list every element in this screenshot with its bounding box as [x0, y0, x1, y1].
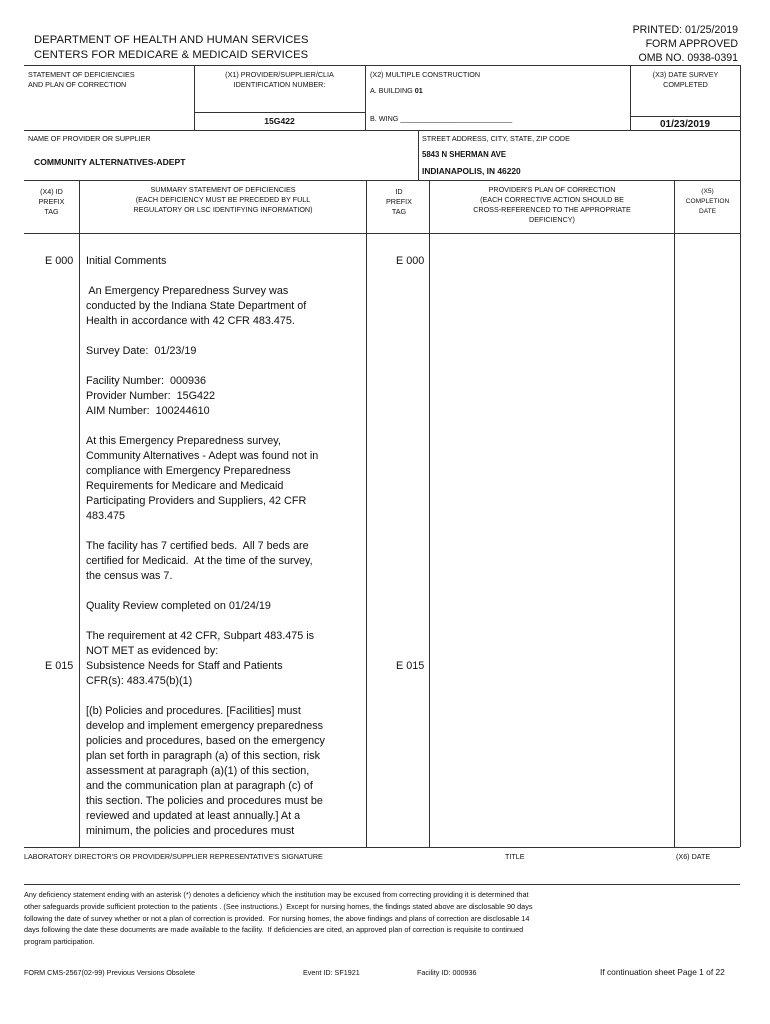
summary-line: policies and procedures, based on the emergency	[86, 735, 325, 747]
vline-col-4	[674, 180, 675, 847]
summary-line: the census was 7.	[86, 570, 173, 582]
building-label: A. BUILDING	[370, 86, 413, 95]
summary-line: minimum, the policies and procedures must	[86, 825, 295, 837]
provider-id-value: 15G422	[264, 116, 295, 126]
summary-line: compliance with Emergency Preparedness	[86, 465, 291, 477]
address-line-2: INDIANAPOLIS, IN 46220	[422, 166, 521, 176]
vline-x2	[365, 65, 366, 130]
summary-line: this section. The policies and procedures must be	[86, 795, 323, 807]
building-value: 01	[414, 86, 423, 95]
summary-line: Facility Number: 000936	[86, 375, 207, 387]
summary-line: AIM Number: 100244610	[86, 405, 210, 417]
disclaimer-line: following the date of survey whether or not a plan of correction is provided. For nursing homes, the above findings and plans of correction are disclosable 14	[24, 913, 530, 923]
blank-line	[86, 524, 364, 539]
address-label: STREET ADDRESS, CITY, STATE, ZIP CODE	[422, 134, 570, 143]
summary-line: reviewed and updated at least annually.] At a	[86, 810, 301, 822]
blank-line	[86, 269, 364, 284]
blank-line	[86, 584, 364, 599]
summary-line: conducted by the Indiana State Department of	[86, 300, 307, 312]
summary-line: and the communication plan at paragraph (c) of	[86, 780, 313, 792]
summary-line: Requirements for Medicare and Medicaid	[86, 480, 284, 492]
building-row	[370, 86, 423, 96]
agency-line-2: CENTERS FOR MEDICARE & MEDICAID SERVICES	[34, 49, 309, 61]
summary-line: At this Emergency Preparedness survey,	[86, 435, 281, 447]
tag-e000-plan: E 000	[396, 255, 425, 267]
survey-completed-value: 01/23/2019	[659, 119, 711, 130]
blank-line	[86, 359, 364, 374]
blank-line	[86, 614, 364, 629]
disclaimer	[24, 889, 740, 948]
x3-label: (X3) DATE SURVEY COMPLETED	[652, 70, 719, 89]
agency-line-1: DEPARTMENT OF HEALTH AND HUMAN SERVICES	[34, 34, 309, 46]
summary-line: Subsistence Needs for Staff and Patients	[86, 660, 283, 672]
rule-x1-value	[194, 112, 365, 113]
tag-e000: E 000	[45, 255, 74, 267]
summary-line: NOT MET as evidenced by:	[86, 645, 219, 657]
col-plan-header: PROVIDER'S PLAN OF CORRECTION (EACH CORRECTIVE ACTION SHOULD BE CROSS-REFERENCED TO THE APPROPRIATE DEFICIENCY)	[473, 185, 631, 224]
rule-mid	[24, 130, 740, 131]
x2-label: (X2) MULTIPLE CONSTRUCTION	[370, 70, 481, 79]
statement-label: STATEMENT OF DEFICIENCIES AND PLAN OF CORRECTION	[28, 70, 135, 89]
rule-colhead	[24, 233, 740, 234]
address-line-1: 5843 N SHERMAN AVE	[422, 150, 507, 159]
provider-name: COMMUNITY ALTERNATIVES-ADEPT	[34, 157, 186, 167]
vline-address	[418, 130, 419, 180]
summary-line: certified for Medicaid. At the time of the survey,	[86, 555, 313, 567]
deficiency-summary	[86, 254, 364, 839]
summary-line: The facility has 7 certified beds. All 7 beds are	[86, 540, 309, 552]
summary-line: Initial Comments	[86, 255, 167, 267]
event-id: Event ID: SF1921	[303, 968, 360, 977]
form-approved: FORM APPROVED	[645, 38, 738, 50]
agency-header	[34, 33, 309, 63]
summary-line: Survey Date: 01/23/19	[86, 345, 197, 357]
summary-line: An Emergency Preparedness Survey was	[86, 285, 289, 297]
omb-number: OMB NO. 0938-0391	[638, 52, 738, 64]
form-id: FORM CMS-2567(02-99) Previous Versions Obsolete	[24, 968, 195, 977]
wing-label: B. WING ____________________________	[370, 114, 513, 123]
date-label: (X6) DATE	[676, 852, 711, 861]
summary-line: plan set forth in paragraph (a) of this section, risk	[86, 750, 321, 762]
summary-line: 483.475	[86, 510, 126, 522]
vline-col-5	[740, 180, 741, 847]
rule-provider	[24, 180, 740, 181]
tag-e015: E 015	[45, 660, 74, 672]
blank-line	[86, 329, 364, 344]
x1-label: (X1) PROVIDER/SUPPLIER/CLIA IDENTIFICATION NUMBER:	[225, 70, 334, 89]
summary-line: assessment at paragraph (a)(1) of this section,	[86, 765, 310, 777]
col-x4-header: (X4) ID PREFIX TAG	[38, 187, 65, 216]
col-x5-header: (X5) COMPLETION DATE	[685, 188, 730, 215]
rule-body-bottom	[24, 847, 740, 848]
summary-line: CFR(s): 483.475(b)(1)	[86, 675, 193, 687]
rule-x3-value	[630, 116, 740, 117]
blank-line	[86, 419, 364, 434]
vline-col-3	[429, 180, 430, 847]
col-summary-header: SUMMARY STATEMENT OF DEFICIENCIES (EACH DEFICIENCY MUST BE PRECEDED BY FULL REGULATORY OR LSC IDENTIFYING INFORMATION)	[133, 185, 313, 214]
summary-line: Health in accordance with 42 CFR 483.475.	[86, 315, 295, 327]
col-id-header: ID PREFIX TAG	[386, 187, 412, 216]
summary-line: develop and implement emergency preparedness	[86, 720, 324, 732]
disclaimer-line: days following the date these documents are made available to the facility. If deficiencies are cited, an approved plan of correction is requisite to continued	[24, 925, 524, 935]
printed-date: PRINTED: 01/25/2019	[632, 24, 738, 36]
form-info	[633, 23, 738, 65]
signature-label: LABORATORY DIRECTOR'S OR PROVIDER/SUPPLIER REPRESENTATIVE'S SIGNATURE	[24, 852, 323, 861]
vline-col-2	[366, 180, 367, 847]
vline-col-1	[79, 180, 80, 847]
blank-line	[86, 689, 364, 704]
provider-name-label: NAME OF PROVIDER OR SUPPLIER	[28, 134, 151, 143]
title-label: TITLE	[505, 852, 525, 861]
rule-top	[24, 65, 740, 66]
summary-line: Quality Review completed on 01/24/19	[86, 600, 271, 612]
summary-line: The requirement at 42 CFR, Subpart 483.475 is	[86, 630, 315, 642]
disclaimer-line: Any deficiency statement ending with an asterisk (*) denotes a deficiency which the institution may be excused from correcting providing it is determined that	[24, 890, 529, 899]
summary-line: Community Alternatives - Adept was found not in	[86, 450, 319, 462]
disclaimer-line: other safeguards provide sufficient protection to the patients . (See instructions.) Except for nursing homes, the findings stated above are disclosable 90 days	[24, 901, 533, 911]
tag-e015-plan: E 015	[396, 660, 425, 672]
summary-line: Participating Providers and Suppliers, 42 CFR	[86, 495, 307, 507]
vline-right-top	[740, 65, 741, 181]
summary-line: [(b) Policies and procedures. [Facilities] must	[86, 705, 301, 717]
rule-signature	[24, 884, 740, 885]
disclaimer-line: program participation.	[24, 937, 95, 947]
summary-line: Provider Number: 15G422	[86, 390, 216, 402]
continuation-page: If continuation sheet Page 1 of 22	[600, 967, 725, 977]
facility-id: Facility ID: 000936	[417, 968, 477, 977]
